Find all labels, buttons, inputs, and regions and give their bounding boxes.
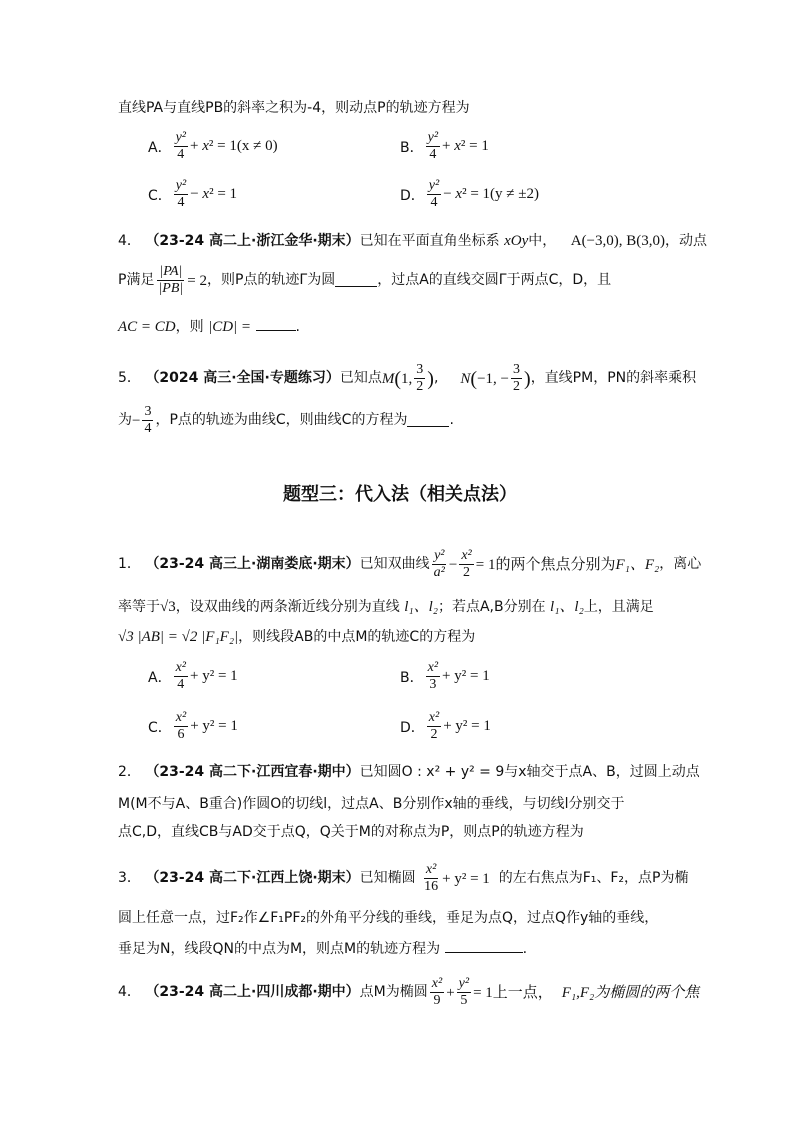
q4-blank-2 — [256, 318, 296, 331]
q3-option-d: D． $\frac{\text{y²}}{4}$ − x² = 1(y ≠ ±2) — [400, 178, 540, 211]
s3q3-blank — [445, 940, 523, 953]
s3q2-line2: M(M不与A、B重合)作圆O的切线l，过点A、B分别作x轴的垂线，与切线l分别交于 — [118, 796, 625, 812]
s3q4-line1: 4． （23-24 高二上·四川成都·期中） 点M为椭圆 $\frac{\text{x²}}{9}$ + $\frac{\text{y²}}{5}$ = 1上一点， F₁,F₂为椭圆的两个焦 — [118, 976, 700, 1009]
s3q1-line2: 率等于√3，设双曲线的两条渐近线分别为直线 l₁、l₂；若点A,B分别在 l₁、l₂上，且满足 — [118, 599, 654, 615]
q4-line1: 4． （23-24 高二上·浙江金华·期末）已知在平面直角坐标系 xOy中， A(−3,0), B(3,0)，动点 — [118, 233, 708, 249]
q5-blank — [407, 414, 449, 427]
s3q1-line3: √3 |AB| = √2 |F₁F₂|，则线段AB的中点M的轨迹C的方程为 — [118, 629, 476, 645]
s3q1-line1: 1． （23-24 高三上·湖南娄底·期末） 已知双曲线 $\frac{\text{y²}}{\text{a²}}$ − $\frac{\text{x²}}{2}$ = 1的两个焦点分别为 F₁、F₂ ，离心 — [118, 548, 702, 581]
q3-option-b: B． $\frac{\text{y²}}{4}$ + x² = 1 — [400, 130, 489, 163]
q4-blank-1 — [335, 274, 377, 287]
section-title: 题型三：代入法（相关点法） — [283, 484, 517, 505]
q3-option-c: C． $\frac{\text{y²}}{4}$ − x² = 1 — [148, 178, 238, 211]
s3q1-option-a: A． $\frac{\text{x²}}{4}$ + y² = 1 — [148, 660, 238, 693]
q5-line2: 为 − $\frac{3}{4}$ ，P点的轨迹为曲线C，则曲线C的方程为 . — [118, 404, 454, 437]
s3q1-option-c: C． $\frac{\text{x²}}{6}$ + y² = 1 — [148, 710, 238, 743]
q4-line3: AC = CD，则 |CD| = . — [118, 319, 300, 335]
s3q1-option-d: D． $\frac{\text{x²}}{2}$ + y² = 1 — [400, 710, 491, 743]
s3q3-line1: 3． （23-24 高二下·江西上饶·期末） 已知椭圆 $\frac{\text{x²}}{16}$ + y² = 1 的左右焦点为F₁、F₂，点P为椭 — [118, 862, 689, 895]
s3q3-line3: 垂足为N，线段QN的中点为M，则点M的轨迹方程为 . — [118, 941, 528, 957]
q4-line2: P满足 $\frac{|PA|}{|PB|}$ = 2 ，则P点的轨迹Γ为圆 ，过点A的直线交圆Γ于两点C，D，且 — [118, 264, 612, 297]
s3q2-line3: 点C,D，直线CB与AD交于点Q，Q关于M的对称点为P，则点P的轨迹方程为 — [118, 824, 584, 840]
q5-line1: 5． （2024 高三·全国·专题练习） 已知点 M ( 1, $\frac{3}{2}$ ) , N ( −1, − $\frac{3}{2}$ ) ，直线PM，PN的斜率乘积 — [118, 362, 697, 395]
s3q1-option-b: B． $\frac{\text{x²}}{3}$ + y² = 1 — [400, 660, 490, 693]
q3-option-a: A． $\frac{\text{y²}}{4}$ + x² = 1(x ≠ 0) — [148, 130, 278, 163]
q3-intro-text: 直线PA与直线PB的斜率之积为-4，则动点P的轨迹方程为 — [118, 100, 470, 116]
s3q3-line2: 圆上任意一点，过F₂作∠F₁PF₂的外角平分线的垂线，垂足为点Q，过点Q作y轴的垂线， — [118, 910, 659, 926]
s3q2-line1: 2． （23-24 高二下·江西宜春·期中）已知圆O : x² + y² = 9与x轴交于点A、B，过圆上动点 — [118, 764, 700, 780]
